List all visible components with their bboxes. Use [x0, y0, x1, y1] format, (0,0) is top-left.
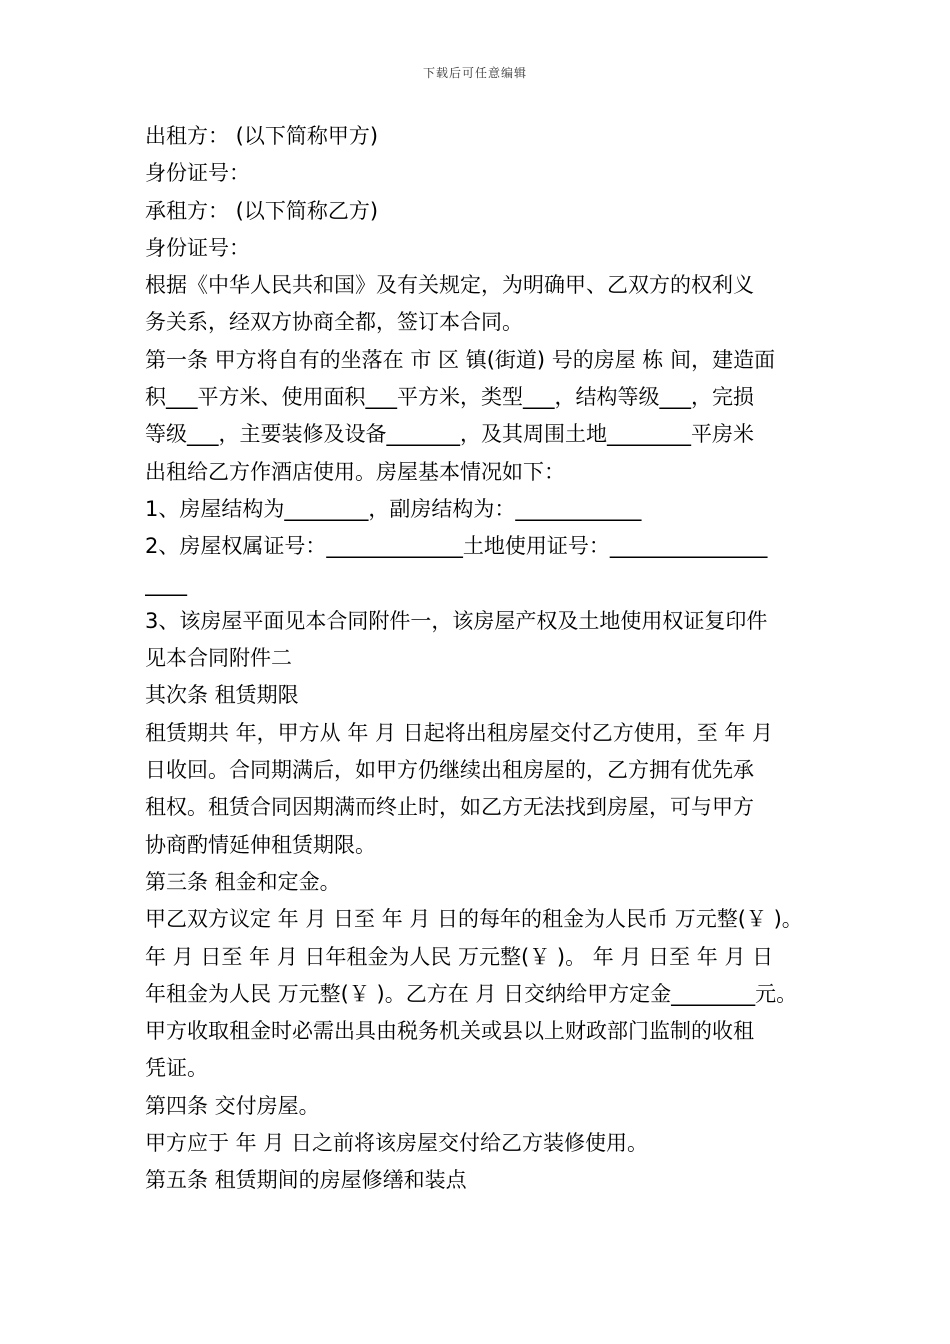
text-line: ____	[145, 571, 187, 596]
text-line: 甲乙双方议定 年 月 日至 年 月 日的每年的租金为人民币 万元整(￥ )。	[145, 907, 803, 932]
text-line: 凭证。	[145, 1056, 208, 1081]
text-line: 承租方： (以下简称乙方)	[145, 198, 379, 223]
page-header: 下载后可任意编辑	[422, 66, 527, 80]
text-line: 身份证号：	[145, 161, 250, 186]
text-line: 出租给乙方作酒店使用。房屋基本情况如下：	[145, 459, 565, 484]
text-line: 根据《中华人民共和国》及有关规定，为明确甲、乙双方的权利义	[145, 273, 754, 298]
text-line: 第三条 租金和定金。	[145, 869, 341, 894]
text-line: 3、该房屋平面见本合同附件一，该房屋产权及土地使用权证复印件	[145, 608, 768, 633]
text-line: 见本合同附件二	[145, 646, 292, 671]
text-line: 身份证号：	[145, 235, 250, 260]
text-line: 务关系，经双方协商全都，签订本合同。	[145, 310, 523, 335]
contract-body	[145, 118, 815, 1200]
text-line: 协商酌情延伸租赁期限。	[145, 832, 376, 857]
text-line: 其次条 租赁期限	[145, 683, 299, 708]
text-line: 租赁期共 年，甲方从 年 月 日起将出租房屋交付乙方使用，至 年 月	[145, 720, 774, 745]
text-line: 日收回。合同期满后，如甲方仍继续出租房屋的，乙方拥有优先承	[145, 758, 754, 783]
text-line: 出租方： (以下简称甲方)	[145, 124, 379, 148]
text-line: 第五条 租赁期间的房屋修缮和装点	[145, 1168, 467, 1193]
text-line: 甲方应于 年 月 日之前将该房屋交付给乙方装修使用。	[145, 1131, 649, 1156]
text-line: 年 月 日至 年 月 日年租金为人民 万元整(￥ )。 年 月 日至 年 月 日	[145, 944, 774, 969]
text-line: 第四条 交付房屋。	[145, 1093, 320, 1118]
text-line: 等级___，主要装修及设备_______，及其周围土地________平房米	[145, 422, 754, 447]
text-line: 2、房屋权属证号：_____________土地使用证号：_______________	[145, 534, 768, 559]
text-line: 租权。租赁合同因期满而终止时，如乙方无法找到房屋，可与甲方	[145, 795, 754, 820]
text-line: 积___平方米、使用面积___平方米，类型___，结构等级___，完损	[145, 385, 754, 410]
text-line: 年租金为人民 万元整(￥ )。乙方在 月 日交纳给甲方定金________元。	[145, 981, 798, 1006]
text-line: 甲方收取租金时必需出具由税务机关或县以上财政部门监制的收租	[145, 1019, 754, 1044]
text-line: 1、房屋结构为________，副房结构为：____________	[145, 496, 642, 521]
text-line: 第一条 甲方将自有的坐落在 市 区 镇(街道) 号的房屋 栋 间，建造面	[145, 347, 776, 372]
